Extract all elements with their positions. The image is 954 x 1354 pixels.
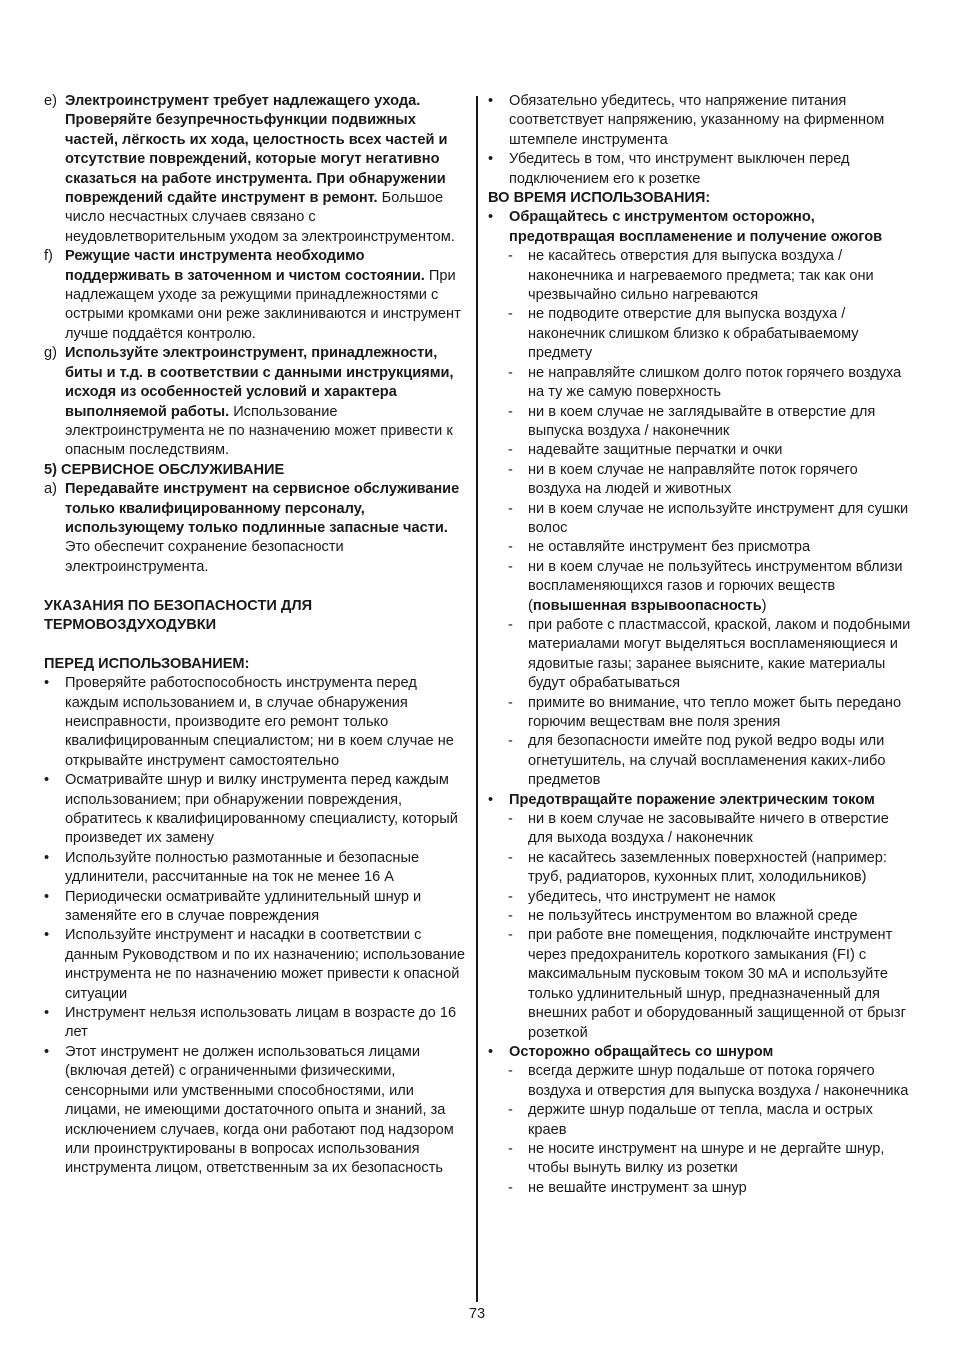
dash-marker: - <box>508 849 513 866</box>
item-marker: e) <box>44 93 57 109</box>
bullet-marker: • <box>488 1043 494 1060</box>
dash-text: не касайтесь заземленных поверхностей (например: труб, радиаторов, кухонных плит, холодильников) <box>528 849 887 886</box>
item-bold-text: Передавайте инструмент на сервисное обслуживание только квалифицированному персоналу, использующему только подлинные запасные части. <box>65 481 460 536</box>
list-item <box>508 926 912 1042</box>
list-item <box>44 771 468 849</box>
list-item <box>508 403 912 442</box>
list-item <box>44 926 468 1004</box>
dash-marker: - <box>508 1179 513 1196</box>
dash-marker: - <box>508 442 513 459</box>
list-item <box>508 732 912 790</box>
item-a <box>44 480 468 577</box>
item-text: При надлежащем уходе за режущими принадлежностями с острыми кромками они реже заклиниваются и инструмент лучше поддаётся контролю. <box>65 267 461 342</box>
bullet-marker: • <box>44 927 50 944</box>
list-item <box>508 461 912 500</box>
dash-text: не оставляйте инструмент без присмотра <box>528 539 811 556</box>
group-title-cord <box>488 1043 912 1062</box>
list-item <box>508 888 912 907</box>
list-item <box>508 1062 912 1101</box>
dash-text: ни в коем случае не пользуйтесь инструментом вблизи воспламеняющихся газов и горючих веществ ( <box>528 558 903 614</box>
bullet-marker: • <box>44 675 50 692</box>
item-text: Это обеспечит сохранение безопасности электроинструмента. <box>65 539 344 575</box>
item-g <box>44 344 468 460</box>
dash-text: примите во внимание, что тепло может быть передано горючим веществам вне поля зрения <box>528 694 902 730</box>
list-item <box>508 1140 912 1179</box>
bullet-text: Инструмент нельзя использовать лицам в возрасте до 16 лет <box>65 1005 457 1041</box>
group-title-text: Предотвращайте поражение электрическим током <box>509 791 875 808</box>
dash-marker: - <box>508 888 513 905</box>
list-item <box>508 441 912 460</box>
item-text: Большое число несчастных случаев связано с неудовлетворительным уходом за электроинструментом. <box>65 190 455 245</box>
safety-heading-line-1: УКАЗАНИЯ ПО БЕЗОПАСНОСТИ ДЛЯ <box>44 597 313 614</box>
item-marker: f) <box>44 248 53 265</box>
dash-marker: - <box>508 403 513 420</box>
bullet-marker: • <box>488 209 494 226</box>
dash-text: не носите инструмент на шнуре и не дергайте шнур, чтобы вынуть вилку из розетки <box>528 1140 885 1177</box>
list-item <box>508 247 912 305</box>
bullet-text: Обязательно убедитесь, что напряжение питания соответствует напряжению, указанному на фирменном штемпеле инструмента <box>509 93 885 148</box>
dash-text: держите шнур подальше от тепла, масла и острых краев <box>528 1102 873 1138</box>
group-title-electric <box>488 791 912 810</box>
list-item <box>508 1179 912 1198</box>
dash-marker: - <box>508 1102 513 1119</box>
list-item <box>508 810 912 849</box>
dash-marker: - <box>508 306 513 323</box>
list-item <box>508 849 912 888</box>
during-use-heading: ВО ВРЕМЯ ИСПОЛЬЗОВАНИЯ: <box>488 190 711 207</box>
list-item <box>488 92 912 150</box>
group-title-text: Обращайтесь с инструментом осторожно, предотвращая воспламенение и получение ожогов <box>509 209 883 245</box>
dash-marker: - <box>508 461 513 478</box>
list-item <box>44 888 468 927</box>
dash-text: при работе вне помещения, подключайте инструмент через предохранитель короткого замыкания (FI) с максимальным пусковым током 30 мА и используйте только удлинительный шнур, предназначенный для внешних работ и оборудованный защищенной от брызг розеткой <box>528 927 906 1041</box>
dash-text: всегда держите шнур подальше от потока горячего воздуха и отверстия для выпуска воздуха / наконечника <box>528 1063 909 1099</box>
list-item <box>508 616 912 694</box>
dash-marker: - <box>508 927 513 944</box>
dash-text: не касайтесь отверстия для выпуска воздуха / наконечника и нагреваемого предмета; так как они чрезвычайно сильно нагреваются <box>528 248 874 304</box>
safety-heading-line-2: ТЕРМОВОЗДУХОДУВКИ <box>44 616 217 633</box>
dash-text: надевайте защитные перчатки и очки <box>528 442 783 459</box>
list-item <box>508 305 912 363</box>
page-number: 73 <box>468 1306 486 1322</box>
list-item <box>44 1004 468 1043</box>
dash-marker: - <box>508 248 513 265</box>
list-item <box>508 364 912 403</box>
list-item <box>488 150 912 189</box>
dash-marker: - <box>508 908 513 925</box>
bullet-text: Периодически осматривайте удлинительный шнур и заменяйте его в случае повреждения <box>65 888 422 925</box>
dash-text: ни в коем случае не заглядывайте в отверстие для выпуска воздуха / наконечник <box>528 403 876 439</box>
bullet-marker: • <box>44 1005 50 1022</box>
before-use-heading: ПЕРЕД ИСПОЛЬЗОВАНИЕМ: <box>44 655 250 672</box>
dash-marker: - <box>508 1140 513 1157</box>
list-item <box>508 1101 912 1140</box>
dash-text: для безопасности имейте под рукой ведро воды или огнетушитель, на случай воспламенения каких-либо предметов <box>528 733 886 789</box>
item-f <box>44 247 468 344</box>
bullet-marker: • <box>488 93 494 109</box>
group-title-text: Осторожно обращайтесь со шнуром <box>509 1043 774 1060</box>
group-title-burns <box>488 208 912 247</box>
column-divider <box>476 96 478 1302</box>
service-heading: 5) СЕРВИСНОЕ ОБСЛУЖИВАНИЕ <box>44 461 285 478</box>
list-item <box>508 500 912 539</box>
list-item <box>508 538 912 557</box>
dash-text: не вешайте инструмент за шнур <box>528 1179 747 1196</box>
bullet-text: Этот инструмент не должен использоваться лицами (включая детей) с ограниченными физическими, сенсорными или умственными способностями, или лицами, не имеющими достаточного опыта и знаний, за исключением случаев, когда они работают под надзором или проинструктированы в вопросах использования инструмента лицом, ответственным за их безопасность <box>65 1043 454 1177</box>
bullet-text: Проверяйте работоспособность инструмента перед каждым использованием и, в случае обнаружения неисправности, производите его ремонт только квалифицированным специалистом; ни в коем случае не открывайте инструмент самостоятельно <box>65 675 454 769</box>
bullet-marker: • <box>488 151 494 168</box>
item-text: Использование электроинструмента не по назначению может привести к опасным последствиям. <box>65 403 453 459</box>
bullet-marker: • <box>488 791 494 808</box>
dash-marker: - <box>508 364 513 381</box>
item-marker: a) <box>44 481 57 498</box>
item-bold-text: Режущие части инструмента необходимо поддерживать в заточенном и чистом состоянии. <box>65 248 425 284</box>
item-marker: g) <box>44 345 57 362</box>
dash-text: ни в коем случае не используйте инструмент для сушки волос <box>528 500 909 536</box>
item-bold-text: Электроинструмент требует надлежащего ухода. Проверяйте безупречностьфункции подвижных частей, лёгкость их хода, целостность всех частей и отсутствие повреждений, которые могут негативно сказаться на работе инструмента. При обнаружении повреждений сдайте инструмент в ремонт. <box>65 93 448 207</box>
bullet-marker: • <box>44 888 50 905</box>
list-item <box>508 694 912 733</box>
item-bold-text: Используйте электроинструмент, принадлежности, биты и т.д. в соответствии с данными инструкциями, исходя из особенностей условий и характера выполняемой работы. <box>65 345 454 420</box>
dash-marker: - <box>508 558 513 575</box>
dash-marker: - <box>508 1063 513 1080</box>
dash-marker: - <box>508 616 513 633</box>
dash-text: убедитесь, что инструмент не намок <box>528 888 776 905</box>
dash-marker: - <box>508 733 513 750</box>
bullet-text: Осматривайте шнур и вилку инструмента перед каждым использованием; при обнаружении повреждения, обратитесь к квалифицированному специалисту, который произведет их замену <box>65 772 458 847</box>
left-column <box>44 92 468 1179</box>
bullet-marker: • <box>44 849 50 866</box>
dash-text: не направляйте слишком долго поток горячего воздуха на ту же самую поверхность <box>528 364 902 401</box>
dash-text: не подводите отверстие для выпуска воздуха / наконечник слишком близко к обрабатываемому предмету <box>528 306 859 362</box>
bullet-marker: • <box>44 772 50 789</box>
dash-text-end: ) <box>761 597 767 614</box>
list-item <box>44 849 468 888</box>
dash-text: не пользуйтесь инструментом во влажной среде <box>528 908 858 925</box>
item-e <box>44 92 468 247</box>
right-column <box>488 92 912 1198</box>
dash-marker: - <box>508 694 513 711</box>
dash-text: ни в коем случае не направляйте поток горячего воздуха на людей и животных <box>528 461 858 498</box>
bullet-text: Используйте инструмент и насадки в соответствии с данным Руководством и по их назначению; использование инструмента не по назначению может привести к опасной ситуации <box>65 927 465 1002</box>
bullet-text: Убедитесь в том, что инструмент выключен перед подключением его к розетке <box>509 151 850 187</box>
dash-text: ни в коем случае не засовывайте ничего в отверстие для выхода воздуха / наконечник <box>528 811 889 847</box>
dash-marker: - <box>508 500 513 517</box>
dash-bold-text: повышенная взрывоопасность <box>532 597 762 614</box>
bullet-text: Используйте полностью размотанные и безопасные удлинители, рассчитанные на ток не менее 16 А <box>65 849 420 886</box>
list-item <box>508 907 912 926</box>
list-item <box>508 558 912 616</box>
dash-marker: - <box>508 539 513 556</box>
dash-marker: - <box>508 811 513 828</box>
list-item <box>44 1043 468 1179</box>
bullet-marker: • <box>44 1043 50 1060</box>
list-item <box>44 674 468 771</box>
dash-text: при работе с пластмассой, краской, лаком и подобными материалами могут выделяться воспламеняющиеся и ядовитые газы; заранее выясните, какие материалы будут обрабатываться <box>528 616 911 692</box>
